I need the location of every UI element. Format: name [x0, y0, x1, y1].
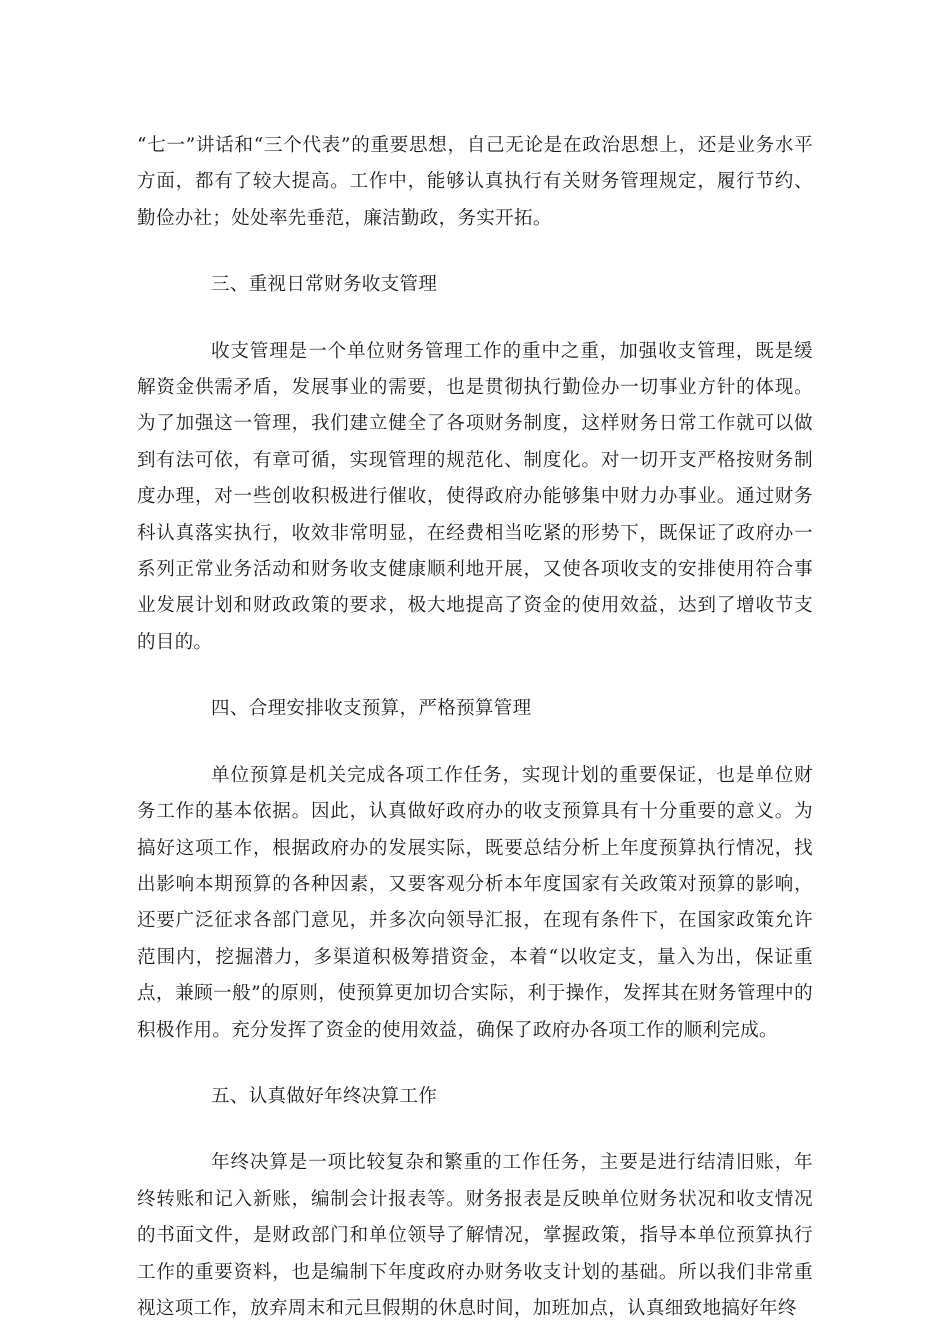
section-heading-5: 五、认真做好年终决算工作	[211, 1085, 438, 1107]
section-heading-3: 三、重视日常财务收支管理	[211, 274, 438, 296]
body-paragraph-continuation: “七一”讲话和“三个代表”的重要思想，自己无论是在政治思想上，还是业务水平方面，都有了较大提高。工作中，能够认真执行有关财务管理规定，履行节约、勤俭办社；处处率先垂范，廉洁勤政，务实开拓。	[137, 135, 813, 229]
body-paragraph-budget: 单位预算是机关完成各项工作任务，实现计划的重要保证，也是单位财务工作的基本依据。因此，认真做好政府办的收支预算具有十分重要的意义。为搞好这项工作，根据政府办的发展实际，既要总结分析上年度预算执行情况，找出影响本期预算的各种因素，又要客观分析本年度国家有关政策对预算的影响，还要广泛征求各部门意见，并多次向领导汇报，在现有条件下，在国家政策允许范围内，挖掘潜力，多渠道积极筹措资金，本着“以收定支，量入为出，保证重点，兼顾一般”的原则，使预算更加切合实际，利于操作，发挥其在财务管理中的积极作用。充分发挥了资金的使用效益，确保了政府办各项工作的顺利完成。	[137, 764, 813, 1041]
document-page	[137, 128, 813, 1327]
section-heading-4: 四、合理安排收支预算，严格预算管理	[211, 698, 532, 720]
body-paragraph-final-accounts: 年终决算是一项比较复杂和繁重的工作任务，主要是进行结清旧账，年终转账和记入新账，编制会计报表等。财务报表是反映单位财务状况和收支情况的书面文件，是财政部门和单位领导了解情况，掌握政策，指导本单位预算执行工作的重要资料，也是编制下年度政府办财务收支计划的基础。所以我们非常重视这项工作，放弃周末和元旦假期的休息时间，加班加点，认真细致地搞好年终	[137, 1152, 813, 1319]
body-paragraph-revenue-management: 收支管理是一个单位财务管理工作的重中之重，加强收支管理，既是缓解资金供需矛盾，发展事业的需要，也是贯彻执行勤俭办一切事业方针的体现。为了加强这一管理，我们建立健全了各项财务制度，这样财务日常工作就可以做到有法可依，有章可循，实现管理的规范化、制度化。对一切开支严格按财务制度办理，对一些创收积极进行催收，使得政府办能够集中财力办事业。通过财务科认真落实执行，收效非常明显，在经费相当吃紧的形势下，既保证了政府办一系列正常业务活动和财务收支健康顺利地开展，又使各项收支的安排使用符合事业发展计划和财政政策的要求，极大地提高了资金的使用效益，达到了增收节支的目的。	[137, 340, 813, 653]
